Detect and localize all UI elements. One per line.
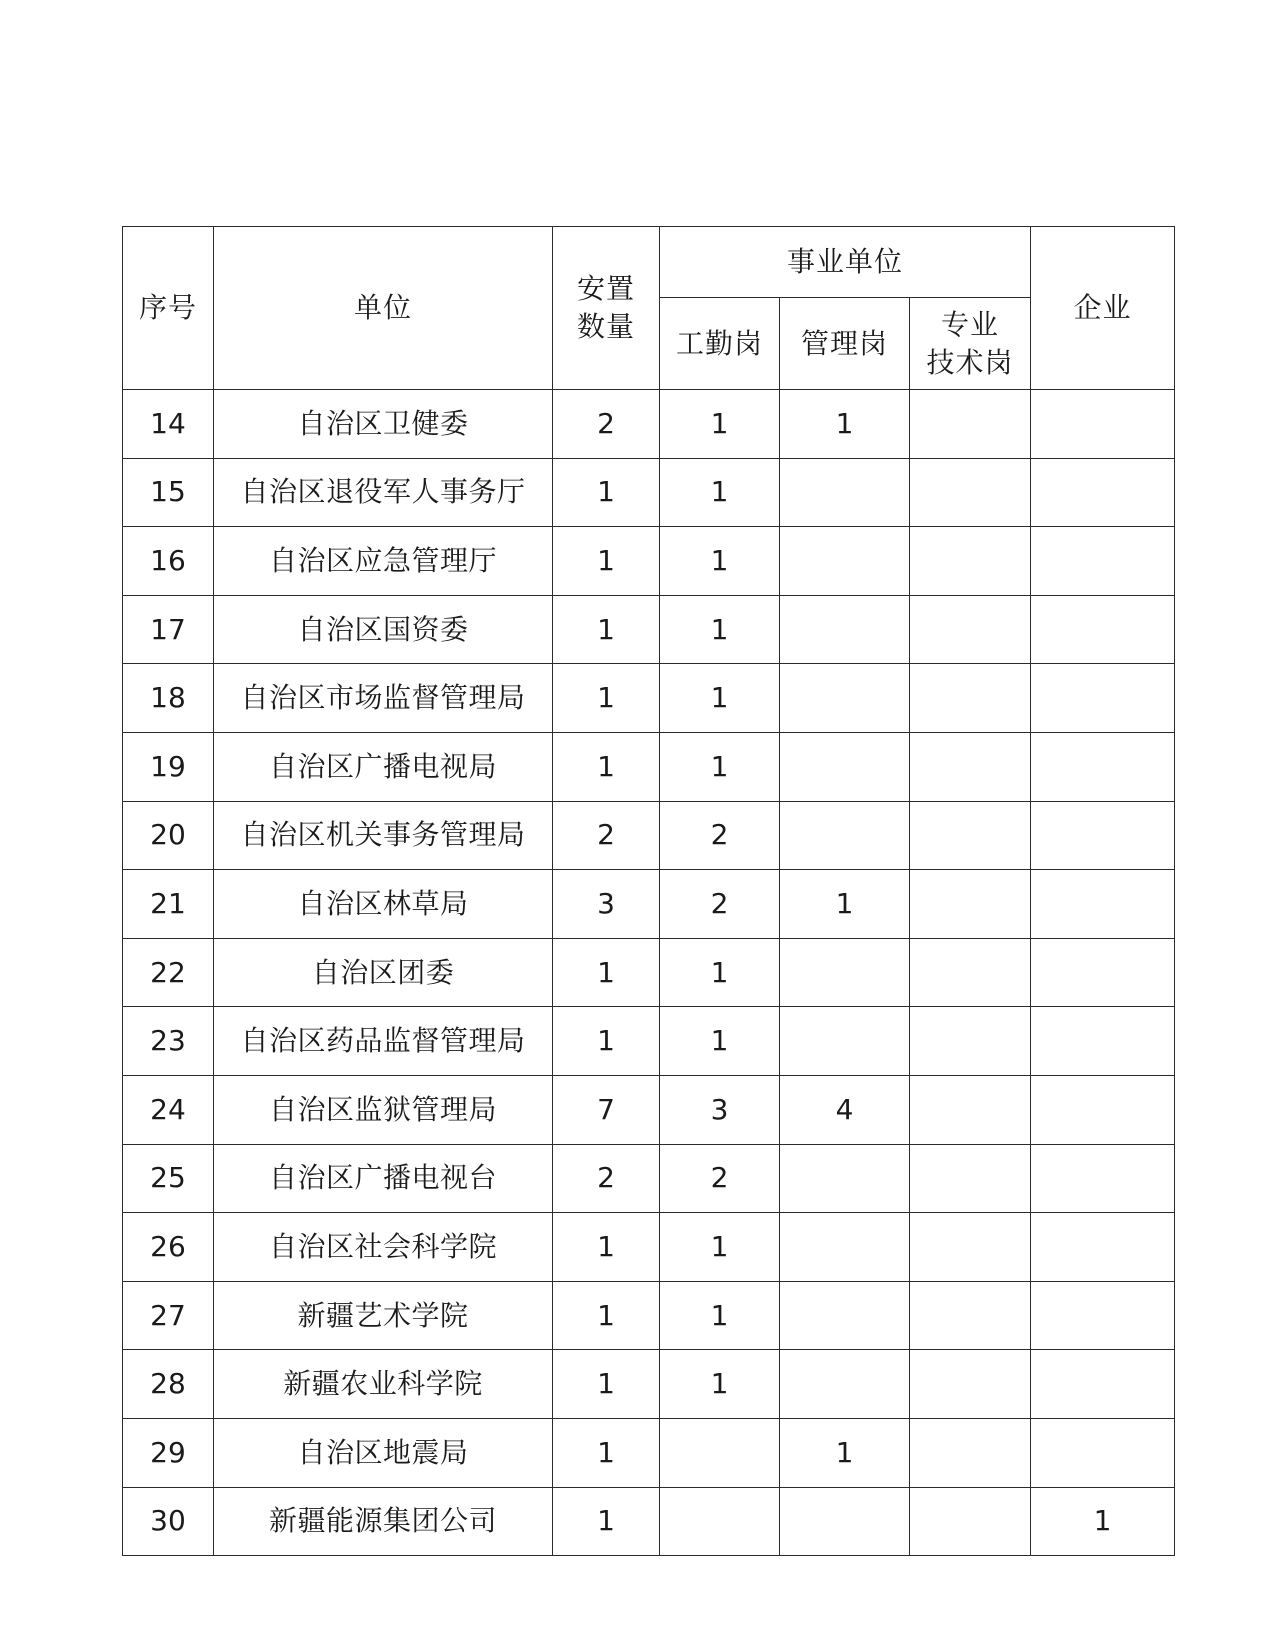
cell-qty: 1	[553, 527, 660, 596]
cell-enterprise	[1031, 1144, 1175, 1213]
cell-management-post	[780, 1487, 910, 1556]
table-row	[123, 595, 1175, 664]
cell-unit: 自治区卫健委	[214, 390, 553, 459]
table-row	[123, 1487, 1175, 1556]
header-management-post	[780, 298, 910, 390]
cell-seq: 30	[123, 1487, 214, 1556]
cell-enterprise	[1031, 732, 1175, 801]
cell-work-post: 1	[660, 458, 780, 527]
cell-qty: 2	[553, 1144, 660, 1213]
header-unit	[214, 227, 553, 390]
cell-unit: 自治区国资委	[214, 595, 553, 664]
table-body	[123, 390, 1175, 1556]
header-professional-post	[910, 298, 1031, 390]
cell-seq: 18	[123, 664, 214, 733]
cell-unit: 自治区药品监督管理局	[214, 1007, 553, 1076]
header-unit-label: 单位	[353, 291, 412, 325]
cell-professional-post	[910, 1350, 1031, 1419]
cell-seq: 19	[123, 732, 214, 801]
cell-enterprise	[1031, 458, 1175, 527]
cell-professional-post	[910, 1281, 1031, 1350]
cell-management-post: 4	[780, 1075, 910, 1144]
cell-management-post: 1	[780, 390, 910, 459]
cell-management-post	[780, 664, 910, 733]
cell-unit: 自治区广播电视局	[214, 732, 553, 801]
table-row	[123, 1075, 1175, 1144]
cell-qty: 1	[553, 938, 660, 1007]
cell-seq: 16	[123, 527, 214, 596]
cell-work-post: 1	[660, 732, 780, 801]
cell-work-post	[660, 1487, 780, 1556]
cell-qty: 1	[553, 1418, 660, 1487]
cell-work-post: 1	[660, 1213, 780, 1282]
cell-seq: 21	[123, 870, 214, 939]
cell-seq: 24	[123, 1075, 214, 1144]
table-header	[123, 227, 1175, 390]
cell-seq: 15	[123, 458, 214, 527]
cell-seq: 14	[123, 390, 214, 459]
cell-management-post: 1	[780, 1418, 910, 1487]
cell-work-post: 2	[660, 801, 780, 870]
header-professional-line1: 专业	[941, 307, 1000, 341]
cell-professional-post	[910, 1144, 1031, 1213]
cell-management-post	[780, 1350, 910, 1419]
table-row	[123, 458, 1175, 527]
cell-enterprise	[1031, 1350, 1175, 1419]
cell-unit: 新疆艺术学院	[214, 1281, 553, 1350]
header-qty-line2: 数量	[576, 310, 635, 343]
cell-unit: 新疆能源集团公司	[214, 1487, 553, 1556]
cell-professional-post	[910, 870, 1031, 939]
cell-professional-post	[910, 938, 1031, 1007]
cell-seq: 28	[123, 1350, 214, 1419]
header-institution-group	[660, 227, 1031, 298]
cell-seq: 17	[123, 595, 214, 664]
cell-work-post: 1	[660, 1350, 780, 1419]
header-institution-label: 事业单位	[787, 245, 904, 279]
cell-professional-post	[910, 1213, 1031, 1282]
placement-table	[122, 226, 1175, 1556]
table-row	[123, 1418, 1175, 1487]
cell-seq: 27	[123, 1281, 214, 1350]
cell-unit: 自治区市场监督管理局	[214, 664, 553, 733]
cell-professional-post	[910, 1418, 1031, 1487]
cell-enterprise	[1031, 801, 1175, 870]
cell-management-post	[780, 732, 910, 801]
table-row	[123, 390, 1175, 459]
cell-qty: 1	[553, 1350, 660, 1419]
cell-seq: 29	[123, 1418, 214, 1487]
cell-work-post: 3	[660, 1075, 780, 1144]
cell-seq: 22	[123, 938, 214, 1007]
cell-professional-post	[910, 1075, 1031, 1144]
cell-management-post	[780, 458, 910, 527]
cell-management-post: 1	[780, 870, 910, 939]
table-row	[123, 1281, 1175, 1350]
cell-professional-post	[910, 732, 1031, 801]
table-row	[123, 1144, 1175, 1213]
cell-unit: 自治区机关事务管理局	[214, 801, 553, 870]
cell-enterprise	[1031, 595, 1175, 664]
cell-unit: 自治区地震局	[214, 1418, 553, 1487]
cell-seq: 20	[123, 801, 214, 870]
cell-management-post	[780, 1213, 910, 1282]
cell-qty: 1	[553, 664, 660, 733]
cell-enterprise	[1031, 527, 1175, 596]
cell-enterprise	[1031, 1213, 1175, 1282]
cell-qty: 1	[553, 1281, 660, 1350]
header-seq	[123, 227, 214, 390]
cell-qty: 1	[553, 1007, 660, 1076]
cell-management-post	[780, 1281, 910, 1350]
cell-qty: 1	[553, 732, 660, 801]
cell-qty: 3	[553, 870, 660, 939]
header-seq-label: 序号	[138, 291, 197, 325]
header-qty-line1: 安置	[576, 272, 635, 306]
cell-professional-post	[910, 801, 1031, 870]
cell-work-post: 1	[660, 1281, 780, 1350]
cell-management-post	[780, 1144, 910, 1213]
cell-work-post: 1	[660, 664, 780, 733]
cell-enterprise	[1031, 1418, 1175, 1487]
cell-enterprise	[1031, 390, 1175, 459]
header-enterprise	[1031, 227, 1175, 390]
table-row	[123, 732, 1175, 801]
cell-work-post	[660, 1418, 780, 1487]
cell-enterprise	[1031, 938, 1175, 1007]
cell-work-post: 1	[660, 595, 780, 664]
cell-work-post: 1	[660, 527, 780, 596]
table-row	[123, 1007, 1175, 1076]
cell-professional-post	[910, 458, 1031, 527]
table-row	[123, 1350, 1175, 1419]
cell-seq: 26	[123, 1213, 214, 1282]
cell-professional-post	[910, 527, 1031, 596]
header-management-post-label: 管理岗	[800, 326, 888, 360]
header-enterprise-label: 企业	[1073, 291, 1132, 325]
cell-enterprise	[1031, 1075, 1175, 1144]
cell-work-post: 1	[660, 390, 780, 459]
cell-management-post	[780, 801, 910, 870]
cell-unit: 自治区团委	[214, 938, 553, 1007]
table-row	[123, 1213, 1175, 1282]
cell-enterprise	[1031, 664, 1175, 733]
cell-enterprise	[1031, 870, 1175, 939]
cell-unit: 自治区广播电视台	[214, 1144, 553, 1213]
cell-unit: 自治区应急管理厅	[214, 527, 553, 596]
table-row	[123, 664, 1175, 733]
cell-professional-post	[910, 1007, 1031, 1076]
cell-unit: 自治区社会科学院	[214, 1213, 553, 1282]
table-row	[123, 938, 1175, 1007]
table-row	[123, 870, 1175, 939]
cell-qty: 1	[553, 595, 660, 664]
cell-work-post: 2	[660, 1144, 780, 1213]
cell-enterprise: 1	[1031, 1487, 1175, 1556]
cell-qty: 1	[553, 458, 660, 527]
cell-management-post	[780, 938, 910, 1007]
cell-work-post: 1	[660, 938, 780, 1007]
cell-qty: 7	[553, 1075, 660, 1144]
cell-professional-post	[910, 390, 1031, 459]
table-row	[123, 801, 1175, 870]
cell-qty: 1	[553, 1213, 660, 1282]
cell-unit: 自治区林草局	[214, 870, 553, 939]
cell-management-post	[780, 527, 910, 596]
header-professional-line2: 技术岗	[926, 345, 1014, 379]
cell-unit: 自治区退役军人事务厅	[214, 458, 553, 527]
header-work-post	[660, 298, 780, 390]
cell-seq: 25	[123, 1144, 214, 1213]
cell-enterprise	[1031, 1281, 1175, 1350]
cell-qty: 2	[553, 801, 660, 870]
cell-professional-post	[910, 595, 1031, 664]
table-row	[123, 527, 1175, 596]
cell-work-post: 2	[660, 870, 780, 939]
cell-seq: 23	[123, 1007, 214, 1076]
header-work-post-label: 工勤岗	[675, 326, 763, 360]
cell-management-post	[780, 1007, 910, 1076]
cell-qty: 1	[553, 1487, 660, 1556]
cell-professional-post	[910, 1487, 1031, 1556]
cell-qty: 2	[553, 390, 660, 459]
cell-enterprise	[1031, 1007, 1175, 1076]
header-qty	[553, 227, 660, 390]
cell-management-post	[780, 595, 910, 664]
cell-unit: 自治区监狱管理局	[214, 1075, 553, 1144]
cell-unit: 新疆农业科学院	[214, 1350, 553, 1419]
cell-work-post: 1	[660, 1007, 780, 1076]
cell-professional-post	[910, 664, 1031, 733]
